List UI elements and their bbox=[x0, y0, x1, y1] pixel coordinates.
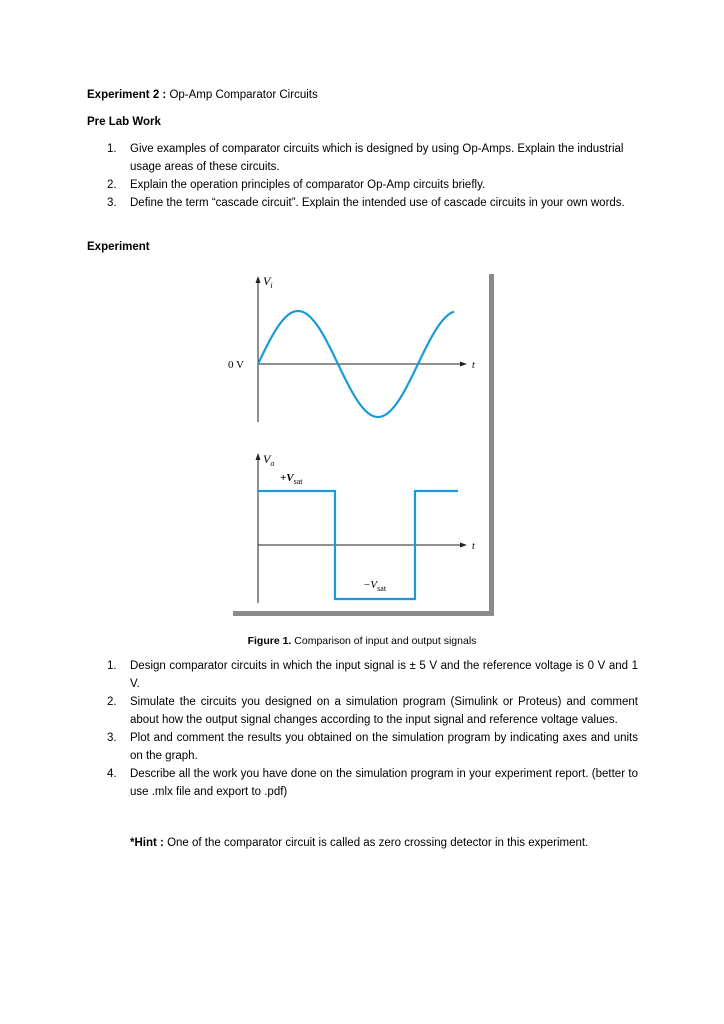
neg-sat-label: $-V_{sat}$ bbox=[363, 579, 387, 593]
figure-caption-label: Figure 1. bbox=[247, 635, 292, 647]
experiment-title bbox=[87, 86, 318, 104]
bottom-y-label: $V_o$ bbox=[263, 452, 275, 468]
pos-sat-label: $+V_{sat}$ bbox=[280, 472, 303, 486]
hint-label: *Hint : bbox=[130, 837, 164, 849]
top-x-label: t bbox=[472, 360, 475, 371]
prelab-heading: Pre Lab Work bbox=[87, 116, 161, 128]
list-item: 2. Explain the operation principles of comparator Op-Amp circuits briefly. bbox=[107, 179, 486, 191]
experiment-title-label: Experiment 2 : bbox=[87, 89, 167, 101]
bottom-x-label: t bbox=[472, 541, 475, 552]
experiment-list bbox=[87, 657, 638, 801]
figure-panel bbox=[227, 268, 489, 611]
comparison-figure bbox=[227, 268, 499, 620]
prelab-list bbox=[87, 140, 647, 212]
list-item: 1. Give examples of comparator circuits which is designed by using Op-Amps. Explain the industrial usage areas of these circuits. bbox=[107, 143, 624, 173]
top-y-label: $V_i$ bbox=[263, 274, 273, 290]
experiment-title-text: Op-Amp Comparator Circuits bbox=[169, 89, 318, 101]
list-item: 2. Simulate the circuits you designed on a simulation program (Simulink or Proteus) and comment about how the output signal changes according to the input signal and reference voltage values. bbox=[107, 696, 638, 726]
list-item: 4. Describe all the work you have done on the simulation program in your experiment report. (better to use .mlx file and export to .pdf) bbox=[107, 768, 638, 798]
comparison-figure-svg bbox=[227, 268, 499, 620]
hint-text: One of the comparator circuit is called as zero crossing detector in this experiment. bbox=[167, 837, 589, 849]
list-item: 1. Design comparator circuits in which the input signal is ± 5 V and the reference voltage is 0 V and 1 V. bbox=[107, 660, 638, 690]
figure-caption-text: Comparison of input and output signals bbox=[294, 635, 477, 647]
top-zero-label: 0 V bbox=[228, 359, 244, 371]
figure-caption bbox=[0, 632, 724, 650]
experiment-heading: Experiment bbox=[87, 241, 150, 253]
hint-note bbox=[130, 834, 588, 852]
list-item: 3. Plot and comment the results you obtained on the simulation program by indicating axes and units on the graph. bbox=[107, 732, 638, 762]
list-item: 3. Define the term “cascade circuit”. Explain the intended use of cascade circuits in your own words. bbox=[107, 197, 625, 209]
